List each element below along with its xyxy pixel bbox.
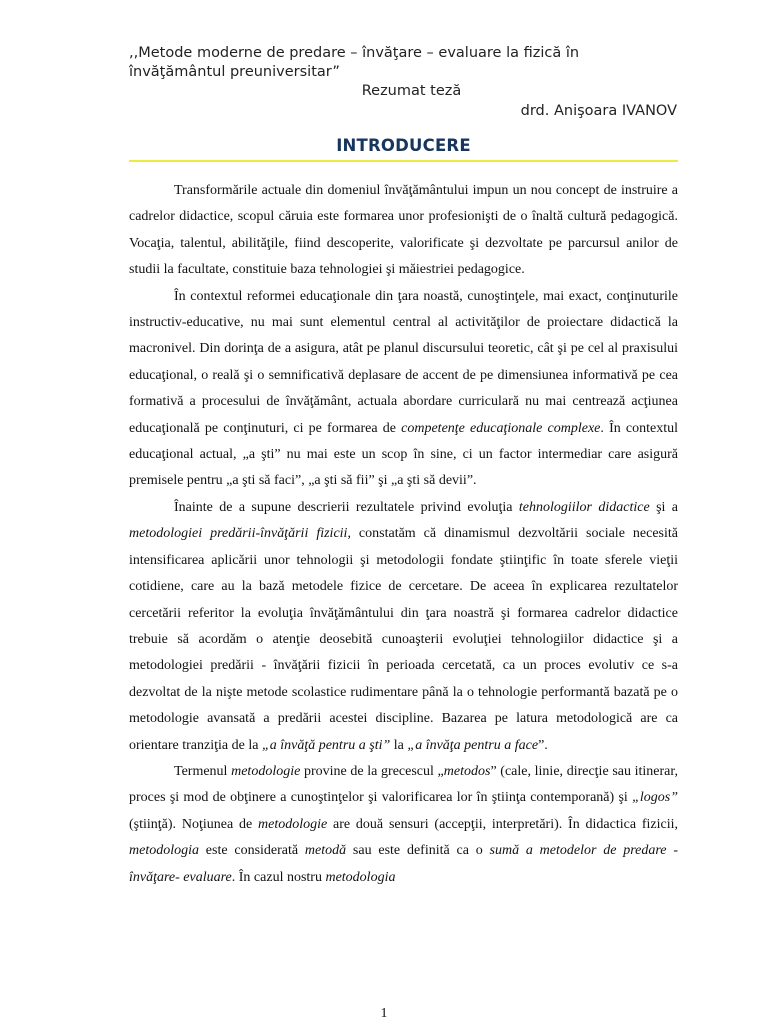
text-segment: este considerată xyxy=(199,843,305,859)
paragraph xyxy=(129,495,678,759)
text-segment: la xyxy=(390,737,408,753)
paragraph xyxy=(129,178,678,284)
italic-text: tehnologiilor didactice xyxy=(518,499,650,515)
paragraph xyxy=(129,284,678,495)
section-heading: INTRODUCERE xyxy=(129,136,678,162)
italic-text: sumă a metodelor de predare - învăţare- evaluare xyxy=(129,843,678,885)
italic-text: metodologie xyxy=(231,763,301,779)
text-segment: . În contextul educaţional actual, „a şti” nu mai este un scop în sine, ci un factor intermediar care asigură premisele pentru „a şti să faci”, „a şti să fii” şi „a şti să devii”. xyxy=(129,420,679,489)
italic-text: metodos xyxy=(443,763,491,779)
author-name: drd. Anişoara IVANOV xyxy=(520,103,677,119)
text-segment: . În cazul nostru xyxy=(231,869,326,885)
italic-text: competenţe educaţionale complexe xyxy=(401,420,601,436)
text-segment: provine de la grecescul „ xyxy=(300,763,444,779)
body-text xyxy=(129,178,678,891)
text-segment: Înainte de a supune descrierii rezultatele privind evoluţia xyxy=(174,499,519,515)
page-number: 1 xyxy=(380,1006,388,1021)
paragraph xyxy=(129,759,678,891)
text-segment: (ştiinţă). Noţiunea de xyxy=(129,816,258,832)
text-segment: ” (cale, linie, direcţie sau itinerar, proces şi mod de obţinere a cunoştinţelor şi valorificarea lor în ştiinţa contemporană) şi xyxy=(129,763,678,806)
document-header xyxy=(129,44,679,121)
italic-text: „a învăţa pentru a face xyxy=(407,737,539,753)
text-segment: , constatăm că dinamismul dezvoltării sociale necesită intensificarea aplicării unor tehnologii şi metodologii fondate ştiinţific în toate sferele vieţii cotidiene, care au la bază metodele fizice de cercetare. De aceea în explicarea rezultatelor cercetării referitor la evoluţia învăţământului din ţara noastră şi formarea cadrelor didactice trebuie să acordăm o atenţie deosebită cunoaşterii evoluţiei tehnologiilor didactice şi a metodologiei predării - învăţării fizicii în perioada cercetată, ca un proces evolutiv ce s-a dezvoltat de la nişte metode scolastice rudimentare până la o tehnologie performantă bazată pe o metodologie avansată a predării acestei discipline. Bazarea pe latura metodologică are ca orientare tranziţia de la xyxy=(129,526,678,753)
italic-text: metodologia xyxy=(129,843,199,859)
italic-text: metodologiei predării-învăţării fizicii xyxy=(129,526,348,542)
italic-text: metodologia xyxy=(325,869,396,885)
text-segment: sau este definită ca o xyxy=(346,843,490,859)
italic-text: „a învăţă pentru a şti” xyxy=(261,737,391,753)
italic-text: „logos” xyxy=(632,790,678,806)
italic-text: metodă xyxy=(304,843,347,859)
thesis-subtitle: Rezumat teză xyxy=(361,83,462,99)
text-segment: şi a xyxy=(649,499,679,515)
text-segment: În contextul reformei educaţionale din ţara noastă, cunoştinţele, mai exact, conţinuturile instructiv-educative, nu mai sunt elementul central al activităţilor de proiectare didactică la macronivel. Din dorinţa de a asigura, atât pe planul discursului teoretic, cât şi pe cel al praxisului educaţional, o reală şi o semnificativă deplasare de accent de pe dimensiunea informativă pe cea formativă a procesului de învăţământ, actuala abordare curriculară nu mai centrează acţiunea educaţională pe conţinuturi, ci pe formarea de xyxy=(129,288,678,436)
text-segment: Transformările actuale din domeniul învăţământului impun un nou concept de instruire a cadrelor didactice, scopul căruia este formarea unor profesionişti de o înaltă cultură pedagogică. Vocaţia, talentul, abilităţile, fiind descoperite, valorificate şi dezvoltate pe parcursul anilor de studii la facultate, constituie baza tehnologiei şi măiestriei pedagogice. xyxy=(129,183,678,278)
italic-text: metodologie xyxy=(258,816,328,832)
text-segment: are două sensuri (accepţii, interpretări). În didactica fizicii, xyxy=(327,816,678,832)
thesis-title: ,,Metode moderne de predare – învăţare – evaluare la fizică în învăţământul preuniversitar” xyxy=(129,45,580,80)
text-segment: Termenul xyxy=(174,763,232,779)
text-segment: ”. xyxy=(538,737,548,753)
